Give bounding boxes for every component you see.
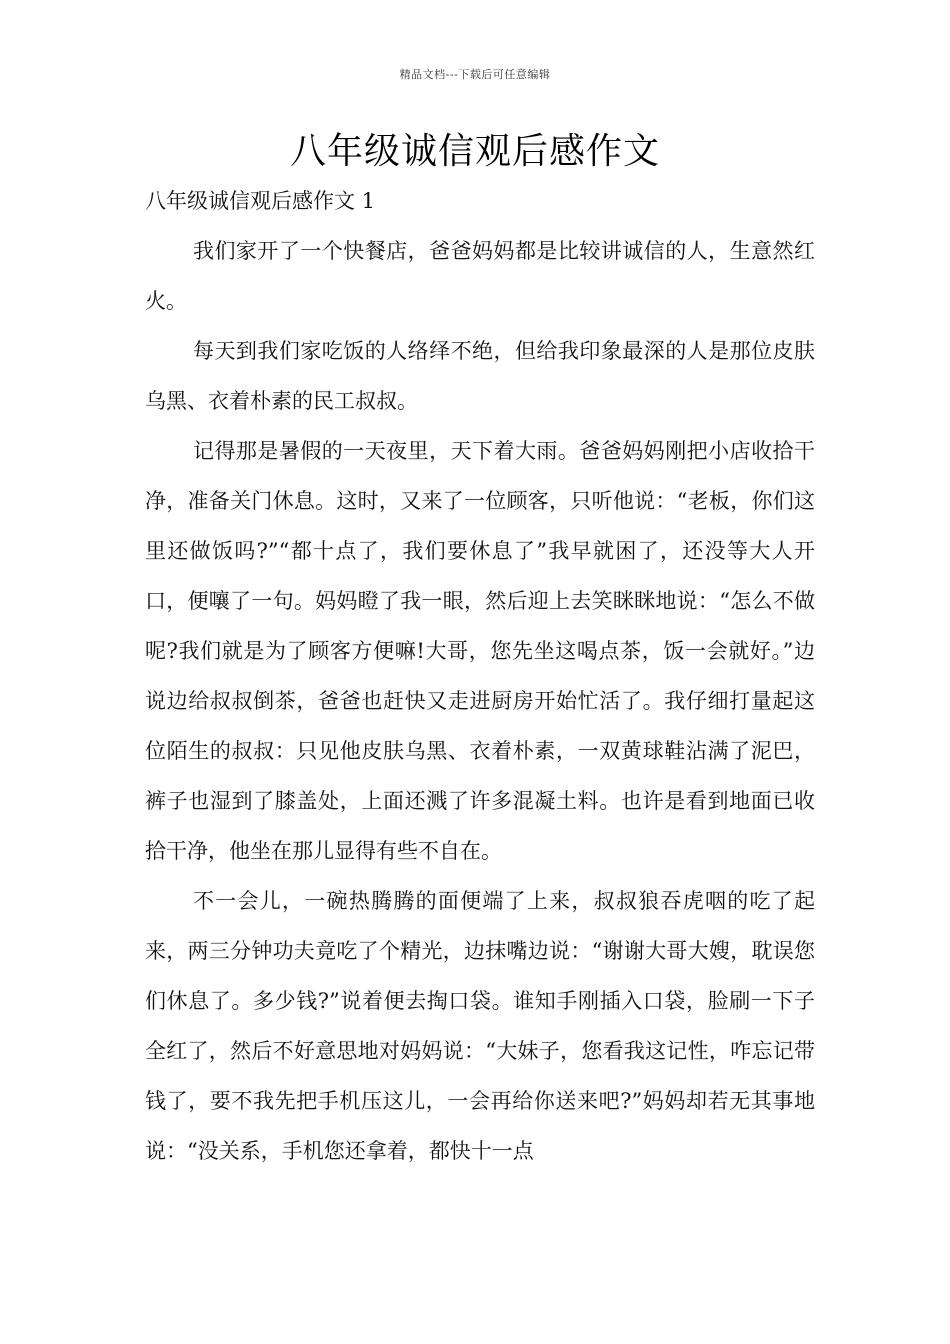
document-body bbox=[145, 176, 815, 1176]
paragraph-2: 每天到我们家吃饭的人络绎不绝，但给我印象最深的人是那位皮肤乌黑、衣着朴素的民工叔叔。 bbox=[145, 339, 815, 413]
document-title: 八年级诚信观后感作文 bbox=[289, 131, 660, 172]
paragraph-4: 不一会儿，一碗热腾腾的面便端了上来，叔叔狼吞虎咽的吃了起来，两三分钟功夫竟吃了个精光，边抹嘴边说：“谢谢大哥大嫂，耽误您们休息了。多少钱?”说着便去掏口袋。谁知手刚插入口袋，脸刷一下子全红了，然后不好意思地对妈妈说：“大妹子，您看我这记性，咋忘记带钱了，要不我先把手机压这儿，一会再给你送来吧?”妈妈却若无其事地说：“没关系，手机您还拿着，都快十一点 bbox=[145, 889, 815, 1163]
paragraph-1: 我们家开了一个快餐店，爸爸妈妈都是比较讲诚信的人，生意然红火。 bbox=[145, 239, 815, 313]
header-note: 精品文档---下载后可任意编辑 bbox=[399, 68, 551, 81]
paragraph-3: 记得那是暑假的一天夜里，天下着大雨。爸爸妈妈刚把小店收拾干净，准备关门休息。这时，又来了一位顾客，只听他说：“老板，你们这里还做饭吗?”“都十点了，我们要休息了”我早就困了，还没等大人开口，便嚷了一句。妈妈瞪了我一眼，然后迎上去笑眯眯地说：“怎么不做呢?我们就是为了顾客方便嘛!大哥，您先坐这喝点茶，饭一会就好。”边说边给叔叔倒茶，爸爸也赶快又走进厨房开始忙活了。我仔细打量起这位陌生的叔叔：只见他皮肤乌黑、衣着朴素，一双黄球鞋沾满了泥巴，裤子也湿到了膝盖处，上面还溅了许多混凝土料。也许是看到地面已收拾干净，他坐在那儿显得有些不自在。 bbox=[145, 439, 815, 863]
section-subtitle: 八年级诚信观后感作文 1 bbox=[145, 189, 376, 213]
